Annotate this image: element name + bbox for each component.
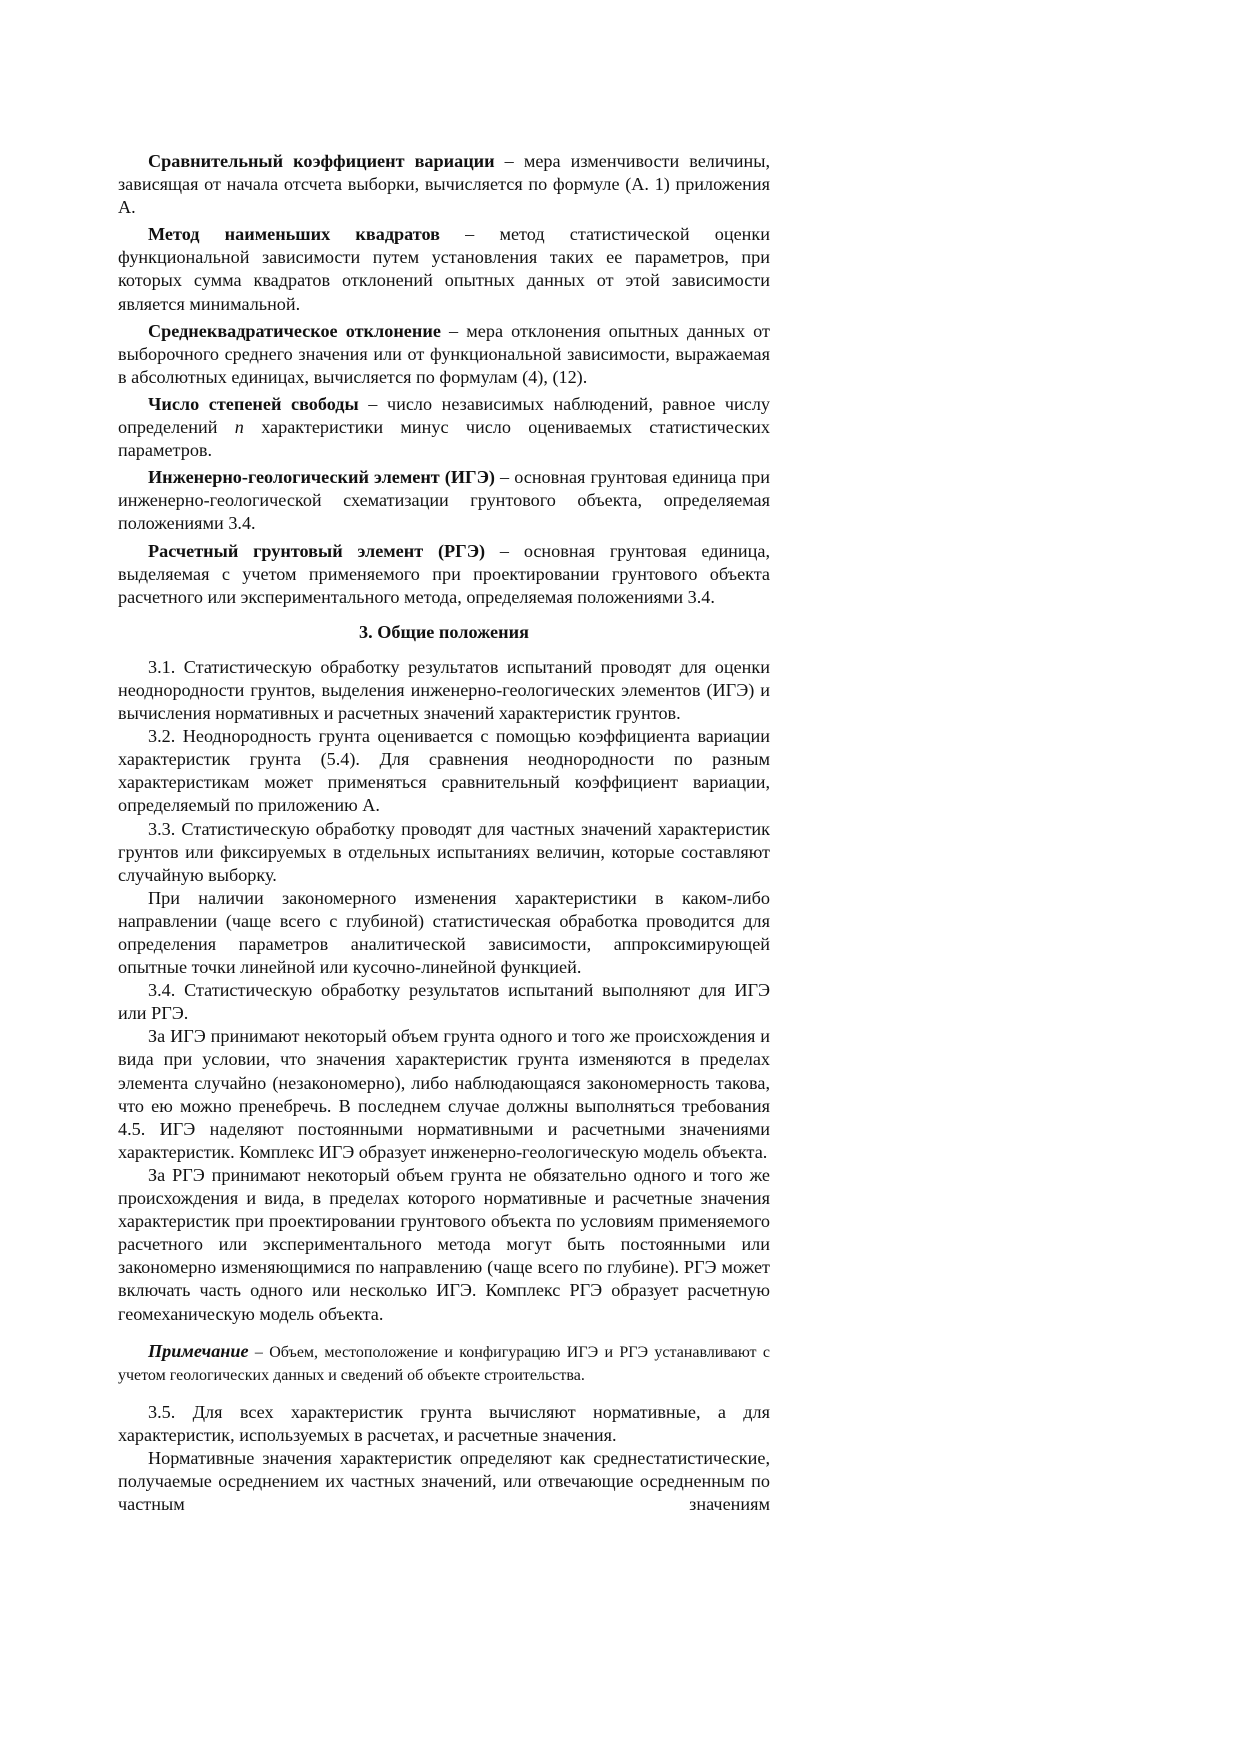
- definition-term: Инженерно-геологический элемент (ИГЭ): [148, 467, 495, 488]
- definition-text: характеристики минус число оцениваемых статистических параметров.: [118, 417, 770, 461]
- variable-n: n: [234, 417, 244, 438]
- body-paragraph: Нормативные значения характеристик определяют как среднестатистические, получаемые осреднением их частных значений, или отвечающие осредненным по частным значениям: [118, 1447, 770, 1515]
- body-paragraph: 3.2. Неоднородность грунта оценивается с помощью коэффициента вариации характеристик грунта (5.4). Для сравнения неоднородности по разным характеристикам может применяться сравнительный коэффициент вариации, определяемый по приложению А.: [118, 726, 770, 816]
- definition-paragraph: [118, 320, 770, 389]
- body-paragraph: 3.4. Статистическую обработку результатов испытаний выполняют для ИГЭ или РГЭ.: [118, 980, 770, 1024]
- definition-paragraph: [118, 540, 770, 609]
- note-label: Примечание: [148, 1340, 249, 1361]
- definition-paragraph: [118, 223, 770, 315]
- body-paragraph: 3.5. Для всех характеристик грунта вычисляют нормативные, а для характеристик, используемых в расчетах, и расчетные значения.: [118, 1401, 770, 1445]
- body-paragraph: За РГЭ принимают некоторый объем грунта не обязательно одного и того же происхождения и вида, в пределах которого нормативные и расчетные значения характеристик при проектировании грунтового объекта по условиям применяемого расчетного или экспериментального метода могут быть постоянными или закономерно изменяющимися по направлению (чаще всего по глубине). РГЭ может включать часть одного или несколько ИГЭ. Комплекс РГЭ образует расчетную геомеханическую модель объекта.: [118, 1164, 770, 1324]
- note-paragraph: [118, 1340, 770, 1387]
- section-heading: 3. Общие положения: [359, 621, 529, 642]
- body-paragraph: За ИГЭ принимают некоторый объем грунта одного и того же происхождения и вида при условии, что значения характеристик грунта изменяются в пределах элемента случайно (незакономерно), либо наблюдающаяся закономерность такова, что ею можно пренебречь. В последнем случае должны выполняться требования 4.5. ИГЭ наделяют постоянными нормативными и расчетными значениями характеристик. Комплекс ИГЭ образует инженерно-геологическую модель объекта.: [118, 1026, 770, 1162]
- definition-term: Среднеквадратическое отклонение: [148, 320, 441, 341]
- definition-term: Метод наименьших квадратов: [148, 224, 440, 245]
- definition-text: – мера отклонения опытных данных от выборочного среднего значения или от функциональной зависимости, выражаемая в абсолютных единицах, вычисляется по формулам (4), (12).: [118, 320, 770, 387]
- definition-text: – основная грунтовая единица, выделяемая с учетом применяемого при проектировании грунтового объекта расчетного или экспериментального метода, определяемая положениями 3.4.: [118, 540, 770, 607]
- body-paragraph: 3.1. Статистическую обработку результатов испытаний проводят для оценки неоднородности грунтов, выделения инженерно-геологических элементов (ИГЭ) и вычисления нормативных и расчетных значений характеристик грунтов.: [118, 656, 770, 724]
- definition-paragraph: [118, 466, 770, 535]
- definition-text: – мера изменчивости величины, зависящая от начала отсчета выборки, вычисляется по формуле (А. 1) приложения А.: [118, 151, 770, 218]
- definition-paragraph: [118, 393, 770, 462]
- definition-term: Расчетный грунтовый элемент (РГЭ): [148, 540, 486, 561]
- body-paragraph: 3.3. Статистическую обработку проводят для частных значений характеристик грунтов или фиксируемых в отдельных испытаниях величин, которые составляют случайную выборку.: [118, 818, 770, 885]
- definition-term: Число степеней свободы: [148, 393, 359, 414]
- definition-term: Сравнительный коэффициент вариации: [148, 151, 495, 171]
- definition-text: – основная грунтовая единица при инженерно-геологической схематизации грунтового объекта, определяемая положениями 3.4.: [118, 467, 770, 534]
- document-page: [118, 150, 770, 1516]
- definition-text: – число независимых наблюдений, равное числу определений: [118, 393, 771, 438]
- body-paragraph: При наличии закономерного изменения характеристики в каком-либо направлении (чаще всего с глубиной) статистическая обработка проводится для определения параметров аналитической зависимости, аппроксимирующей опытные точки линейной или кусочно-линейной функцией.: [118, 887, 770, 978]
- note-text: – Объем, местоположение и конфигурацию ИГЭ и РГЭ устанавливают с учетом геологических данных и сведений об объекте строительства.: [118, 1343, 770, 1384]
- definition-paragraph: [118, 150, 770, 219]
- definition-text: – метод статистической оценки функциональной зависимости путем установления таких ее параметров, при которых сумма квадратов отклонений опытных данных от этой зависимости является минимальной.: [118, 224, 770, 314]
